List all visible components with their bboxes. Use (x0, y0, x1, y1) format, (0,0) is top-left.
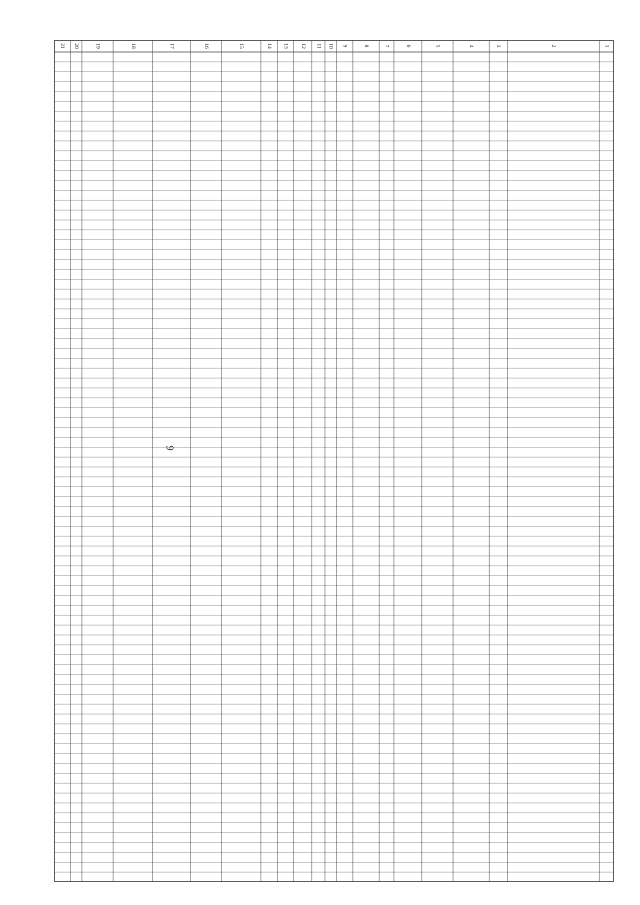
rotated-table (54, 40, 614, 882)
column-number: 20 (73, 43, 80, 49)
column-number: 10 (327, 43, 334, 49)
column-number: 12 (299, 43, 306, 49)
column-number: 2 (550, 44, 557, 48)
column-number: 4 (468, 44, 475, 48)
column-number: 8 (363, 44, 370, 48)
page-number: 9 (163, 445, 175, 451)
column-number: 15 (238, 43, 245, 49)
column-number: 19 (94, 43, 101, 49)
column-number: 3 (495, 44, 502, 48)
column-number: 5 (434, 44, 441, 48)
column-number: 18 (129, 43, 136, 49)
column-number: 13 (282, 43, 289, 49)
table-frame (55, 41, 614, 882)
column-number: 9 (341, 44, 348, 48)
column-number: 11 (315, 43, 322, 49)
column-number: 7 (383, 44, 390, 48)
column-number: 16 (202, 43, 209, 49)
column-number: 6 (404, 44, 411, 48)
column-number: 21 (59, 43, 66, 49)
column-number: 14 (266, 43, 273, 49)
table-grid (54, 40, 614, 882)
column-number: 17 (168, 43, 175, 49)
column-number: 1 (603, 44, 610, 48)
